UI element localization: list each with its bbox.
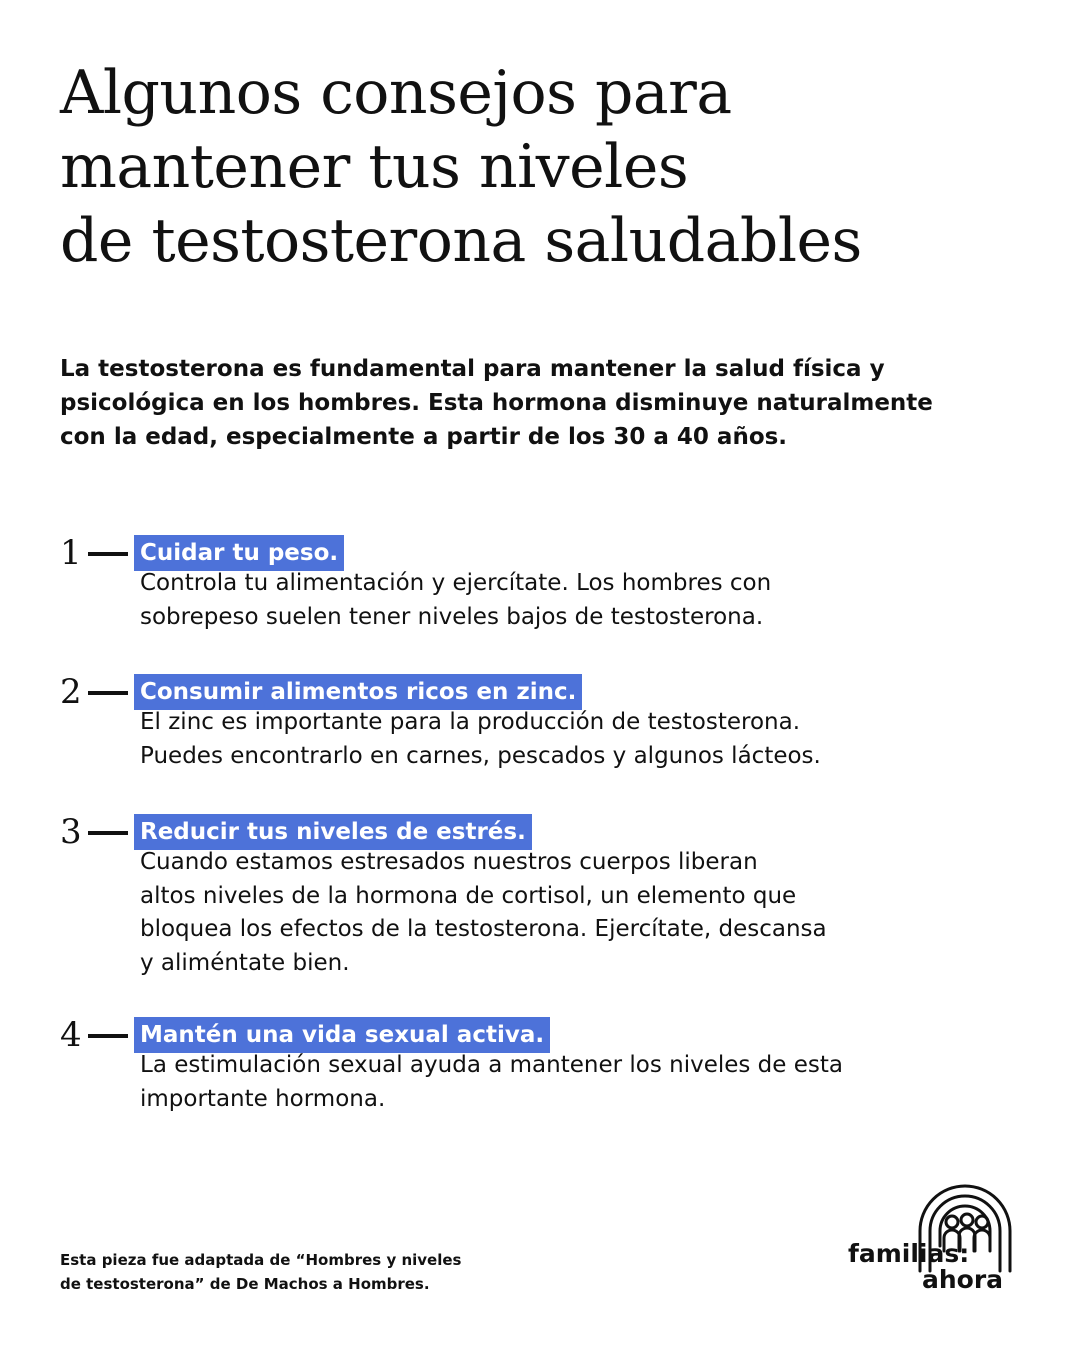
tip-number: 1 — [60, 533, 82, 573]
page-title — [60, 56, 1040, 278]
tip-body-line: Puedes encontrarlo en carnes, pescados y algunos lácteos. — [140, 742, 821, 769]
tip-number: 2 — [60, 672, 82, 712]
intro-line: psicológica en los hombres. Esta hormona disminuye naturalmente — [60, 390, 933, 416]
title-line: de testosterona saludables — [60, 206, 862, 276]
title-line: mantener tus niveles — [60, 132, 689, 202]
tip-body-line: altos niveles de la hormona de cortisol, un elemento que — [140, 882, 797, 909]
tip-heading: Consumir alimentos ricos en zinc. — [134, 674, 582, 710]
intro-line: con la edad, especialmente a partir de los 30 a 40 años. — [60, 424, 788, 450]
dash-divider — [88, 552, 128, 556]
tip-body-line: Controla tu alimentación y ejercítate. Los hombres con — [140, 570, 772, 596]
tip-body — [140, 846, 1020, 980]
logo-word-familias: familias: — [848, 1239, 970, 1268]
tip-heading: Mantén una vida sexual activa. — [134, 1017, 550, 1053]
tip-body-line: Cuando estamos estresados nuestros cuerpos liberan — [140, 849, 758, 875]
logo-word-ahora: ahora — [922, 1265, 1004, 1294]
tip-heading: Reducir tus niveles de estrés. — [134, 814, 532, 850]
intro-line: La testosterona es fundamental para mantener la salud física y — [60, 356, 885, 382]
footnote-line: Esta pieza fue adaptada de “Hombres y niveles — [60, 1251, 462, 1269]
brand-logo — [840, 1166, 1040, 1296]
dash-divider — [88, 831, 128, 835]
dash-divider — [88, 1034, 128, 1038]
tip-body-line: El zinc es importante para la producción de testosterona. — [140, 709, 801, 735]
footnote-line: de testosterona” de De Machos a Hombres. — [60, 1275, 430, 1293]
title-line: Algunos consejos para — [60, 58, 732, 128]
tip-heading: Cuidar tu peso. — [134, 535, 344, 571]
dash-divider — [88, 691, 128, 695]
tip-body — [140, 706, 1020, 773]
tip-body-line: La estimulación sexual ayuda a mantener los niveles de esta — [140, 1052, 843, 1078]
tip-number: 4 — [60, 1015, 82, 1055]
source-footnote — [60, 1248, 580, 1296]
tip-body-line: bloquea los efectos de la testosterona. Ejercítate, descansa — [140, 916, 827, 942]
tip-body-line: importante hormona. — [140, 1085, 386, 1112]
tip-body — [140, 1049, 1020, 1116]
tip-number: 3 — [60, 812, 82, 852]
intro-paragraph — [60, 352, 1040, 454]
tip-body-line: y aliméntate bien. — [140, 949, 350, 976]
tip-body-line: sobrepeso suelen tener niveles bajos de testosterona. — [140, 603, 764, 630]
tip-body — [140, 567, 1020, 634]
